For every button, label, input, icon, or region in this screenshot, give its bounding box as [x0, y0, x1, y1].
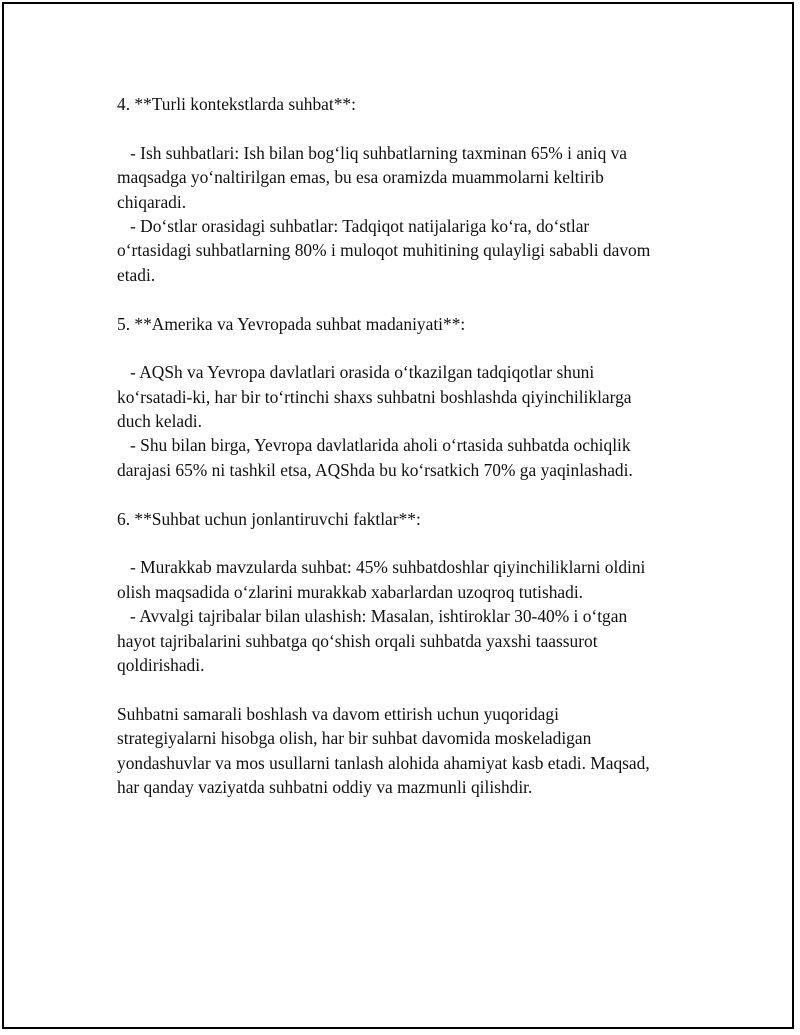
text-line: ko‘rsatadi-ki, har bir to‘rtinchi shaxs suhbatni boshlashda qiyinchiliklarga	[117, 386, 632, 407]
paragraph	[117, 507, 697, 531]
text-line: - Murakkab mavzularda suhbat: 45% suhbatdoshlar qiyinchiliklarni oldini	[117, 557, 646, 578]
paragraph	[117, 141, 697, 287]
text-line: 4. **Turli kontekstlarda suhbat**:	[117, 94, 356, 114]
text-line: darajasi 65% ni tashkil etsa, AQShda bu ko‘rsatkich 70% ga yaqinlashadi.	[117, 459, 633, 480]
text-line: har qanday vaziyatda suhbatni oddiy va mazmunli qilishdir.	[117, 776, 533, 797]
paragraph	[117, 555, 697, 677]
paragraph-spacer	[117, 336, 697, 360]
text-line: etadi.	[117, 264, 156, 285]
text-line: 6. **Suhbat uchun jonlantiruvchi faktlar**:	[117, 508, 421, 529]
text-line: duch keladi.	[117, 411, 202, 432]
text-line: o‘rtasidagi suhbatlarning 80% i muloqot muhitining qulayligi sababli davom	[117, 240, 651, 261]
text-line: chiqaradi.	[117, 191, 187, 212]
text-line: 5. **Amerika va Yevropada suhbat madaniyati**:	[117, 313, 466, 334]
text-line: - AQSh va Yevropa davlatlari orasida o‘tkazilgan tadqiqotlar shuni	[117, 362, 595, 383]
text-line: - Shu bilan birga, Yevropa davlatlarida aholi o‘rtasida suhbatda ochiqlik	[117, 435, 631, 456]
text-line: qoldirishadi.	[117, 654, 205, 675]
paragraph-spacer	[117, 116, 697, 140]
paragraph	[117, 312, 697, 336]
text-line: yondashuvlar va mos usullarni tanlash alohida ahamiyat kasb etadi. Maqsad,	[117, 752, 650, 773]
text-line: hayot tajribalarini suhbatga qo‘shish orqali suhbatda yaxshi taassurot	[117, 630, 598, 651]
paragraph-spacer	[117, 677, 697, 701]
text-line: - Avvalgi tajribalar bilan ulashish: Masalan, ishtiroklar 30-40% i o‘tgan	[117, 606, 628, 627]
document-body	[117, 92, 697, 799]
paragraph-spacer	[117, 287, 697, 311]
text-line: - Do‘stlar orasidagi suhbatlar: Tadqiqot natijalariga ko‘ra, do‘stlar	[117, 215, 590, 236]
text-line: olish maqsadida o‘zlarini murakkab xabarlardan uzoqroq tutishadi.	[117, 581, 584, 602]
paragraph-spacer	[117, 482, 697, 506]
text-line: strategiyalarni hisobga olish, har bir suhbat davomida moskeladigan	[117, 728, 592, 749]
paragraph	[117, 360, 697, 482]
text-line: maqsadga yo‘naltirilgan emas, bu esa oramizda muammolarni keltirib	[117, 167, 604, 188]
text-line: - Ish suhbatlari: Ish bilan bog‘liq suhbatlarning taxminan 65% i aniq va	[117, 142, 628, 163]
paragraph	[117, 92, 697, 116]
paragraph	[117, 702, 697, 800]
paragraph-spacer	[117, 531, 697, 555]
text-line: Suhbatni samarali boshlash va davom ettirish uchun yuqoridagi	[117, 703, 559, 724]
